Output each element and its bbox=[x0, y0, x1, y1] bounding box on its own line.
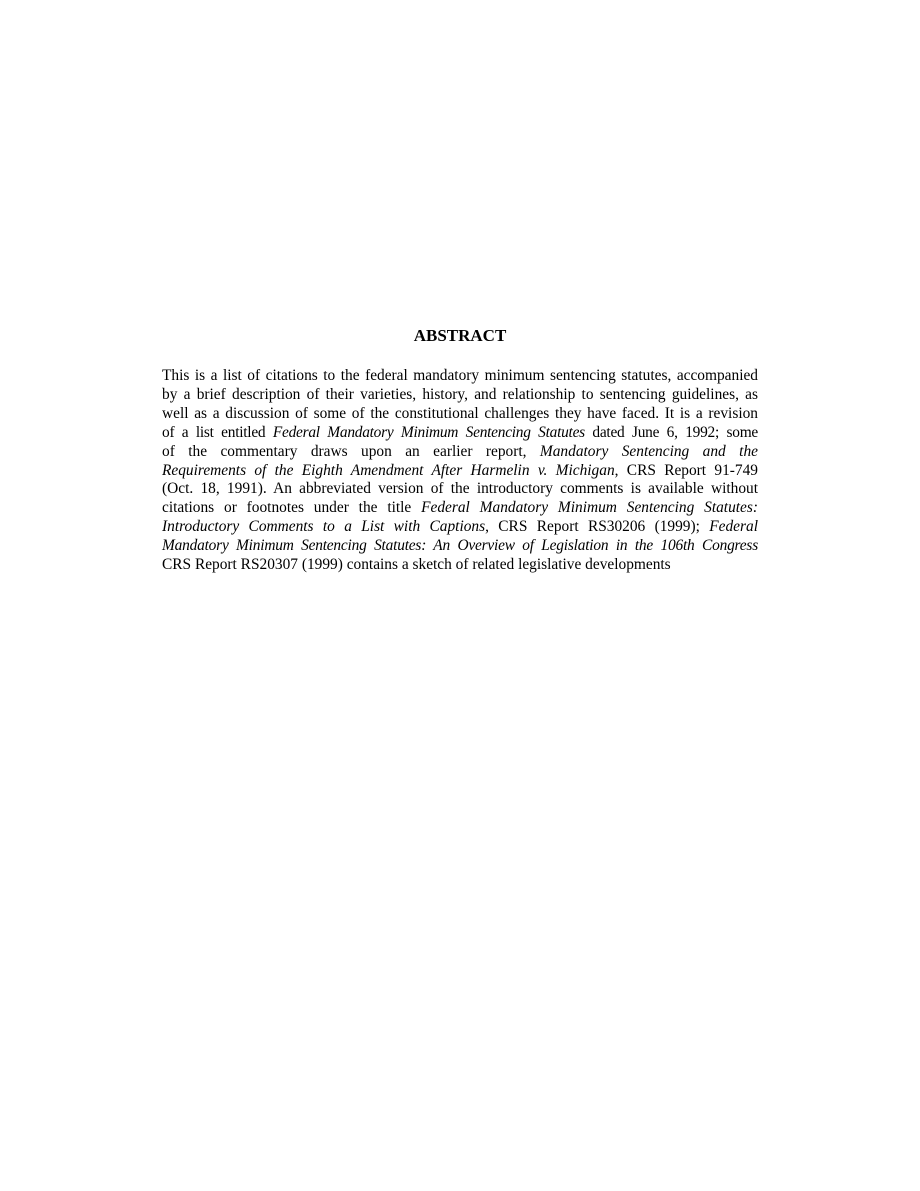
abstract-heading: ABSTRACT bbox=[413, 326, 507, 345]
abstract-line bbox=[162, 537, 758, 556]
body-text: of the commentary draws upon an earlier report, bbox=[162, 442, 540, 460]
body-text: (Oct. 18, 1991). An abbreviated version of the introductory comments is available without bbox=[162, 480, 758, 498]
italic-title-text: Federal bbox=[709, 518, 758, 536]
body-text: of a list entitled bbox=[162, 423, 273, 441]
abstract-line bbox=[162, 480, 758, 499]
body-text: CRS Report RS20307 (1999) contains a sketch of related legislative developments bbox=[162, 556, 671, 574]
italic-title-text: Federal Mandatory Minimum Sentencing Statutes: bbox=[421, 499, 758, 517]
abstract-line bbox=[162, 499, 758, 518]
abstract-body bbox=[162, 367, 758, 575]
abstract-line bbox=[162, 556, 758, 575]
abstract-line bbox=[162, 386, 758, 405]
italic-title-text: Introductory Comments to a List with Captions bbox=[162, 518, 486, 536]
body-text: This is a list of citations to the federal mandatory minimum sentencing statutes, accompanied bbox=[162, 367, 758, 384]
body-text: dated June 6, 1992; some bbox=[584, 423, 758, 441]
italic-title-text: Mandatory Sentencing and the bbox=[539, 442, 758, 460]
abstract-line bbox=[162, 443, 758, 462]
body-text: , CRS Report RS30206 (1999); bbox=[485, 518, 710, 536]
italic-title-text: Mandatory Minimum Sentencing Statutes: An Overview of Legislation in the 106th Congress bbox=[162, 537, 758, 555]
body-text: well as a discussion of some of the constitutional challenges they have faced. It is a revision bbox=[162, 404, 758, 422]
body-text: citations or footnotes under the title bbox=[162, 499, 422, 517]
italic-title-text: Federal Mandatory Minimum Sentencing Statutes bbox=[272, 423, 585, 441]
abstract-line bbox=[162, 405, 758, 424]
abstract-line bbox=[162, 424, 758, 443]
abstract-line bbox=[162, 367, 758, 386]
abstract-line bbox=[162, 462, 758, 481]
italic-title-text: Requirements of the Eighth Amendment After Harmelin v. Michigan bbox=[162, 461, 615, 479]
abstract-line bbox=[162, 518, 758, 537]
body-text: by a brief description of their varieties, history, and relationship to sentencing guidelines, as bbox=[162, 385, 758, 403]
body-text: , CRS Report 91-749 bbox=[614, 461, 758, 479]
